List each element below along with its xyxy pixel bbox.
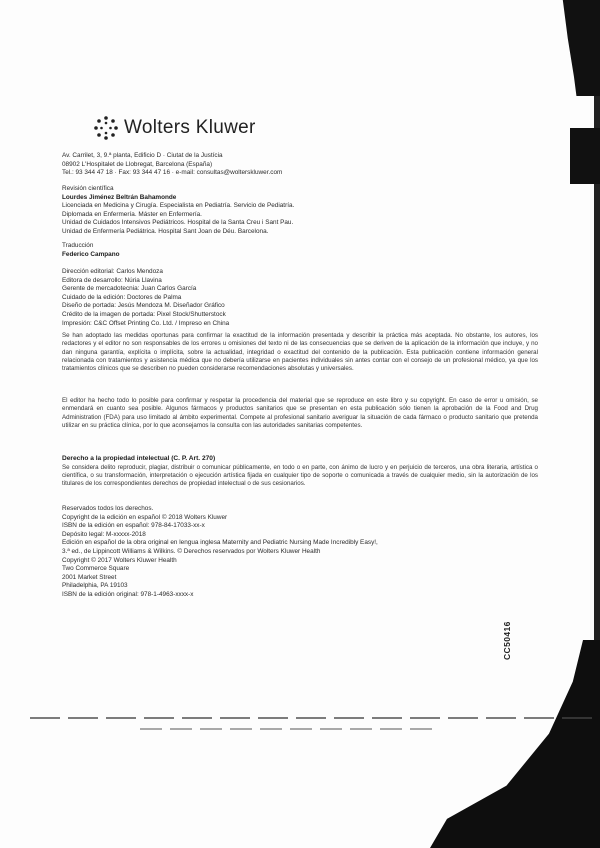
scan-line <box>30 717 600 719</box>
disclaimer-paragraph <box>62 332 538 373</box>
rights-line: Copyright de la edición en español © 2018 Wolters Kluwer <box>62 513 228 521</box>
reviewer-detail: Unidad de Enfermería Pediátrica. Hospital Sant Joan de Déu. Barcelona. <box>62 227 269 235</box>
rights-line: Copyright © 2017 Wolters Kluwer Health <box>62 556 177 564</box>
scan-shadow-top <box>538 0 600 96</box>
section-heading: Revisión científica <box>62 185 114 192</box>
rights-line: Edición en español de la obra original en lengua inglesa Maternity and Pediatric Nursing Made Incredibly Easy!, <box>62 539 378 547</box>
rights-line: ISBN de la edición en español: 978-84-17033-xx-x <box>62 522 205 530</box>
scan-shadow-mid <box>570 128 600 184</box>
editorial-credits <box>62 268 538 328</box>
rights-line: Depósito legal: M-xxxxx-2018 <box>62 530 146 538</box>
publisher-name: Wolters Kluwer <box>124 117 256 138</box>
rights-line: Philadelphia, PA 19103 <box>62 582 128 590</box>
credit-line: Crédito de la imagen de portada: Pixel Stock/Shutterstock <box>62 310 226 318</box>
copyright-heading: Derecho a la propiedad intelectual (C. P. Art. 270) <box>62 455 216 462</box>
reviewer-name: Lourdes Jiménez Beltrán Bahamonde <box>62 193 177 201</box>
rights-line: Reservados todos los derechos. <box>62 505 154 512</box>
publisher-address <box>62 152 538 178</box>
translation-section <box>62 242 538 259</box>
publisher-logo <box>92 115 256 141</box>
credit-line: Gerente de mercadotecnia: Juan Carlos García <box>62 285 197 293</box>
rights-line: 2001 Market Street <box>62 573 117 581</box>
reviewer-detail: Unidad de Cuidados Intensivos Pediátricos. Hospital de la Santa Creu i Sant Pau. <box>62 219 294 227</box>
credit-line: Impresión: C&C Offset Printing Co. Ltd. / Impreso en China <box>62 319 230 327</box>
scan-line <box>140 728 440 730</box>
fda-warning-paragraph <box>62 397 538 430</box>
credit-line: Diseño de portada: Jesús Mendoza M. Diseñador Gráfico <box>62 302 225 310</box>
credit-line: Dirección editorial: Carlos Mendoza <box>62 268 163 275</box>
disclaimer-text: Se han adoptado las medidas oportunas para confirmar la exactitud de la información presentada y describir la práctica más aceptada. No obstante, los autores, los redactores y el editor no son responsables de los errores u omisiones del texto ni de las consecuencias que se deriven de la aplicación de la información que incluye, y no dan ninguna garantía, explícita o implícita, sobre la actualidad, integridad o exactitud del contenido de la publicación. Esta publicación contiene información general relacionada con tratamientos y asistencia médica que no debería utilizarse en pacientes individuales sin antes contar con el consejo de un profesional médico, ya que los tratamientos clínicos que se describen no pueden considerarse recomendaciones absolutas y universales. <box>62 332 538 373</box>
warning-text: El editor ha hecho todo lo posible para confirmar y respetar la procedencia del material que se reproduce en este libro y su copyright. En caso de error u omisión, se enmendará en cuanto sea posible. Algunos fármacos y productos sanitarios que se presentan en esta publicación sólo tienen la aprobación de la Food and Drug Administration (FDA) para uso limitado al ámbito experimental. Compete al profesional sanitario averiguar la situación de cada fármaco o producto sanitario que pretenda utilizar en su práctica clínica, por lo que aconsejamos la consulta con las autoridades sanitarias competentes. <box>62 397 538 429</box>
credit-line: Cuidado de la edición: Doctores de Palma <box>62 293 182 301</box>
address-line: Tel.: 93 344 47 18 · Fax: 93 344 47 16 · e-mail: consultas@wolterskluwer.com <box>62 169 283 177</box>
scientific-review-section <box>62 185 538 237</box>
reviewer-detail: Licenciada en Medicina y Cirugía. Especialista en Pediatría. Servicio de Pediatría. <box>62 202 295 210</box>
address-line: 08902 L'Hospitalet de Llobregat, Barcelona (España) <box>62 160 213 168</box>
copyright-section <box>62 455 538 489</box>
rights-line: Two Commerce Square <box>62 565 130 573</box>
wolters-kluwer-star-icon <box>92 115 120 141</box>
reviewer-detail: Diplomada en Enfermería. Máster en Enfermería. <box>62 210 202 218</box>
copyright-text: Se considera delito reproducir, plagiar, distribuir o comunicar públicamente, en todo o en parte, con ánimo de lucro y en perjuicio de terceros, una obra literaria, artística o científica, o su transformación, interpretación o ejecución artística fijada en cualquier tipo de soporte o comunicada a través de cualquier medio, sin la autorización de los titulares de los correspondientes derechos de propiedad intelectual o de sus cesionarios. <box>62 463 538 488</box>
translator-name: Federico Campano <box>62 250 120 258</box>
section-heading: Traducción <box>62 242 94 249</box>
scan-shadow-bottom <box>430 640 600 848</box>
catalog-code: CC50416 <box>502 621 512 660</box>
credit-line: Editora de desarrollo: Núria Llavina <box>62 276 162 284</box>
address-line: Av. Carrilet, 3, 9.ª planta, Edificio D · Ciutat de la Justícia <box>62 152 223 159</box>
rights-line: ISBN de la edición original: 978-1-4963-xxxx-x <box>62 590 194 598</box>
rights-and-isbn <box>62 505 538 600</box>
rights-line: 3.ª ed., de Lippincott Williams & Wilkins. © Derechos reservados por Wolters Kluwer Health <box>62 547 321 555</box>
